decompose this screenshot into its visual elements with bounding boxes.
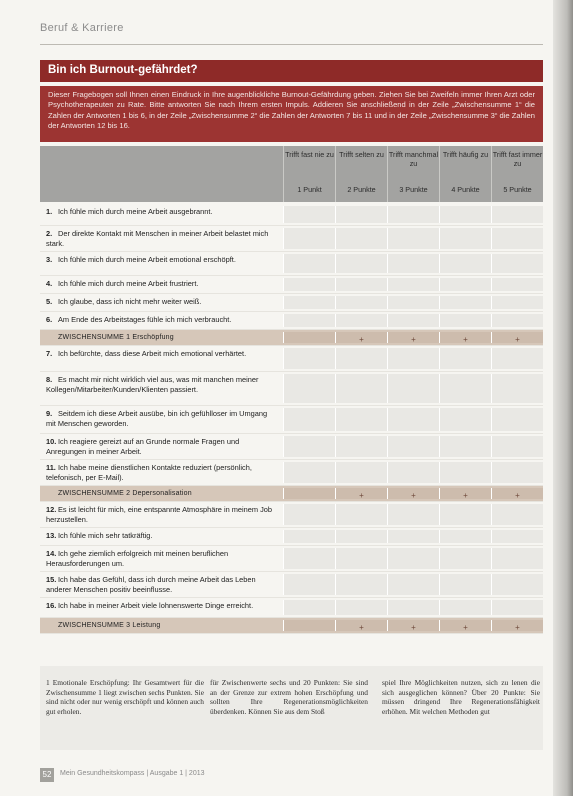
answer-cell[interactable] [439, 228, 491, 249]
column-points: 5 Punkte [503, 185, 532, 194]
answer-cell[interactable] [335, 548, 387, 569]
answer-cell[interactable] [335, 314, 387, 327]
question-row [40, 528, 543, 546]
answer-cell[interactable] [439, 408, 491, 431]
question-number: 12. [46, 505, 57, 514]
answer-cell[interactable] [439, 504, 491, 525]
plus-marker: + [515, 491, 520, 500]
question-row [40, 204, 543, 226]
question-text [46, 229, 276, 248]
section-divider [40, 44, 543, 45]
answer-cell[interactable] [439, 296, 491, 309]
question-number: 2. [46, 229, 53, 238]
question-row [40, 546, 543, 572]
answer-cell[interactable] [439, 314, 491, 327]
plus-marker: + [411, 623, 416, 632]
column-points: 3 Punkte [399, 185, 428, 194]
answer-cell[interactable] [283, 574, 335, 595]
answer-cell[interactable] [491, 228, 543, 249]
column-header [387, 146, 439, 202]
row-label: Ich gehe ziemlich erfolgreich mit meinen beruflichen Herausforderungen um. [46, 549, 229, 568]
column-frequency: Trifft häufig zu [442, 150, 489, 159]
question-row [40, 372, 543, 406]
answer-cell[interactable] [439, 600, 491, 615]
answer-cell[interactable] [335, 374, 387, 403]
question-number: 7. [46, 349, 53, 358]
question-number: 10. [46, 437, 57, 446]
question-row [40, 502, 543, 528]
answer-cell[interactable] [335, 530, 387, 543]
plus-marker: + [411, 491, 416, 500]
question-row [40, 252, 543, 276]
answer-cell[interactable] [387, 530, 439, 543]
question-text [46, 315, 276, 325]
answer-cell[interactable] [491, 278, 543, 291]
row-label: ZWISCHENSUMME 2 Depersonalisation [58, 490, 192, 497]
answer-cell[interactable] [283, 254, 335, 273]
row-label: Ich reagiere gereizt auf an Grunde normale Fragen und Anregungen in meiner Arbeit. [46, 437, 240, 456]
answer-cell[interactable] [439, 530, 491, 543]
row-label: Ich fühle mich sehr tatkräftig. [58, 531, 153, 540]
question-row [40, 346, 543, 372]
answer-cell[interactable] [387, 254, 439, 273]
answer-cell[interactable] [283, 228, 335, 249]
question-row [40, 276, 543, 294]
answer-cell[interactable] [335, 574, 387, 595]
answer-cell[interactable] [387, 278, 439, 291]
footer-text: Mein Gesundheitskompass | Ausgabe 1 | 2013 [60, 770, 205, 777]
subtotal-row [40, 486, 543, 502]
column-header [283, 146, 335, 202]
column-header [335, 146, 387, 202]
answer-cell[interactable] [335, 228, 387, 249]
answer-cell[interactable] [283, 530, 335, 543]
subtotal-cell [491, 620, 543, 631]
plus-marker: + [359, 335, 364, 344]
answer-cell[interactable] [491, 548, 543, 569]
answer-cell[interactable] [387, 206, 439, 223]
plus-marker: + [515, 623, 520, 632]
subtotal-row [40, 330, 543, 346]
question-number: 1. [46, 207, 53, 216]
answer-cell[interactable] [283, 548, 335, 569]
subtotal-cell [387, 332, 439, 343]
answer-cell[interactable] [491, 314, 543, 327]
subtotal-cell [491, 488, 543, 499]
result-column-3: spiel Ihre Möglichkeiten nutzen, sich zu lenen die sich ausgeglichen können? Über 20 Punkte: Sie müssen dringend Ihre Regenerationsfähigkeit erhöhen. Mit welchen Methoden gut [382, 678, 540, 717]
row-label: Der direkte Kontakt mit Menschen in meiner Arbeit belastet mich stark. [46, 229, 269, 248]
row-label: Ich habe das Gefühl, dass ich durch meine Arbeit das Leben anderer Menschen positiv beeinflusse. [46, 575, 256, 594]
answer-cell[interactable] [439, 278, 491, 291]
answer-cell[interactable] [283, 206, 335, 223]
question-row [40, 434, 543, 460]
answer-cell[interactable] [283, 436, 335, 457]
question-text [46, 255, 276, 265]
answer-cell[interactable] [439, 254, 491, 273]
row-label: Es macht mir nicht wirklich viel aus, was mit manchen meiner Kollegen/Mitarbeiter/Kunden/Klienten passiert. [46, 375, 259, 394]
answer-cell[interactable] [439, 374, 491, 403]
title-bar [40, 60, 543, 82]
answer-cell[interactable] [387, 408, 439, 431]
subtotal-label [58, 489, 288, 499]
subtotal-row [40, 618, 543, 634]
subtotal-cell [439, 332, 491, 343]
subtotal-label [58, 621, 288, 631]
question-number: 4. [46, 279, 53, 288]
result-column-1: 1 Emotionale Erschöpfung: Ihr Gesamtwert für die Zwischensumme 1 liegt zwischen sechs Punkten. Sie sind nicht oder nur wenig erschöpft und können auch gut erholen. [46, 678, 204, 717]
question-number: 15. [46, 575, 57, 584]
question-text [46, 601, 276, 611]
page-number: 52 [40, 768, 54, 782]
answer-cell[interactable] [387, 374, 439, 403]
answer-cell[interactable] [387, 228, 439, 249]
column-points: 2 Punkte [347, 185, 376, 194]
answer-cell[interactable] [283, 408, 335, 431]
row-label: Ich fühle mich durch meine Arbeit ausgebrannt. [58, 207, 213, 216]
answer-cell[interactable] [335, 436, 387, 457]
answer-cell[interactable] [387, 600, 439, 615]
section-label: Beruf & Karriere [40, 22, 124, 34]
answer-cell[interactable] [335, 408, 387, 431]
subtotal-cell [283, 488, 335, 499]
question-number: 9. [46, 409, 53, 418]
question-text [46, 531, 276, 541]
question-text [46, 409, 276, 428]
answer-cell[interactable] [387, 296, 439, 309]
column-frequency: Trifft manchmal zu [388, 150, 439, 168]
question-row [40, 312, 543, 330]
question-number: 6. [46, 315, 53, 324]
answer-cell[interactable] [335, 504, 387, 525]
answer-cell[interactable] [283, 504, 335, 525]
question-number: 11. [46, 463, 56, 472]
subtotal-label [58, 333, 288, 343]
answer-cell[interactable] [335, 278, 387, 291]
plus-marker: + [411, 335, 416, 344]
answer-cell[interactable] [335, 348, 387, 369]
question-text [46, 575, 276, 594]
plus-marker: + [359, 623, 364, 632]
answer-cell[interactable] [491, 374, 543, 403]
answer-cell[interactable] [283, 278, 335, 291]
answer-cell[interactable] [491, 254, 543, 273]
subtotal-cell [335, 620, 387, 631]
question-number: 16. [46, 601, 57, 610]
plus-marker: + [463, 335, 468, 344]
answer-cell[interactable] [491, 436, 543, 457]
column-header [439, 146, 491, 202]
question-number: 8. [46, 375, 53, 384]
question-row [40, 226, 543, 252]
question-text [46, 297, 276, 307]
question-text [46, 375, 276, 394]
subtotal-cell [439, 488, 491, 499]
row-label: Ich habe in meiner Arbeit viele lohnenswerte Dinge erreicht. [58, 601, 254, 610]
answer-cell[interactable] [387, 436, 439, 457]
column-points: 4 Punkte [451, 185, 480, 194]
answer-cell[interactable] [491, 408, 543, 431]
answer-cell[interactable] [283, 600, 335, 615]
plus-marker: + [463, 491, 468, 500]
column-header [491, 146, 543, 202]
row-label: ZWISCHENSUMME 3 Leistung [58, 622, 161, 629]
subtotal-cell [439, 620, 491, 631]
answer-cell[interactable] [283, 296, 335, 309]
answer-cell[interactable] [283, 314, 335, 327]
subtotal-cell [283, 332, 335, 343]
column-frequency: Trifft selten zu [339, 150, 384, 159]
row-label: Ich befürchte, dass diese Arbeit mich emotional verhärtet. [58, 349, 247, 358]
answer-cell[interactable] [387, 574, 439, 595]
answer-cell[interactable] [491, 504, 543, 525]
answer-cell[interactable] [491, 462, 543, 483]
questionnaire-table [40, 146, 543, 662]
answer-cell[interactable] [387, 348, 439, 369]
question-text [46, 279, 276, 289]
answer-cell[interactable] [439, 462, 491, 483]
answer-cell[interactable] [491, 600, 543, 615]
subtotal-cell [387, 488, 439, 499]
question-row [40, 460, 543, 486]
plus-marker: + [359, 491, 364, 500]
answer-cell[interactable] [335, 206, 387, 223]
answer-cell[interactable] [335, 254, 387, 273]
column-frequency: Trifft fast immer zu [492, 150, 543, 168]
question-number: 14. [46, 549, 57, 558]
question-text [46, 505, 276, 524]
answer-cell[interactable] [335, 462, 387, 483]
plus-marker: + [515, 335, 520, 344]
answer-cell[interactable] [283, 374, 335, 403]
answer-cell[interactable] [387, 548, 439, 569]
answer-cell[interactable] [387, 504, 439, 525]
question-row [40, 598, 543, 618]
result-column-2: für Zwischenwerte sechs und 20 Punkten: Sie sind an der Grenze zur extrem hohen Erschöpfung und sollten Ihre Regenerationsmöglichkeiten überdenken. Können Sie aus dem Stoß [210, 678, 368, 717]
answer-cell[interactable] [335, 600, 387, 615]
subtotal-cell [335, 332, 387, 343]
row-label: ZWISCHENSUMME 1 Erschöpfung [58, 334, 174, 341]
column-points: 1 Punkt [297, 185, 322, 194]
answer-cell[interactable] [491, 348, 543, 369]
row-label: Am Ende des Arbeitstages fühle ich mich verbraucht. [58, 315, 232, 324]
page-title: Bin ich Burnout-gefährdet? [48, 64, 198, 76]
row-label: Ich glaube, dass ich nicht mehr weiter weiß. [58, 297, 202, 306]
subtotal-cell [491, 332, 543, 343]
answer-cell[interactable] [439, 548, 491, 569]
answer-cell[interactable] [387, 462, 439, 483]
book-spine [553, 0, 573, 796]
intro-text: Dieser Fragebogen soll Ihnen einen Eindruck in Ihre augenblickliche Burnout-Gefährdung geben. Ziehen Sie bei Zweifeln immer Ihren Arzt oder Psychotherapeuten zu Rate. Bitte antworten Sie nach Ihrem ersten Impuls. Addieren Sie anschließend in der Zeile „Zwischensumme 1“ die Zahlen der Antworten 1 bis 6, in der Zeile „Zwischensumme 2“ die Zahlen der Antworten 7 bis 11 und in der Zeile „Zwischensumme 3“ die Zahlen der Antworten 12 bis 16. [40, 86, 543, 142]
question-number: 13. [46, 531, 57, 540]
answer-cell[interactable] [491, 574, 543, 595]
answer-cell[interactable] [439, 574, 491, 595]
answer-cell[interactable] [439, 206, 491, 223]
answer-cell[interactable] [335, 296, 387, 309]
row-label: Ich fühle mich durch meine Arbeit frustriert. [58, 279, 199, 288]
question-number: 3. [46, 255, 53, 264]
question-text [46, 463, 276, 482]
answer-cell[interactable] [387, 314, 439, 327]
plus-marker: + [463, 623, 468, 632]
answer-cell[interactable] [439, 436, 491, 457]
answer-cell[interactable] [491, 296, 543, 309]
question-text [46, 349, 276, 359]
subtotal-cell [283, 620, 335, 631]
question-text [46, 207, 276, 217]
row-label: Ich fühle mich durch meine Arbeit emotional erschöpft. [58, 255, 236, 264]
question-row [40, 406, 543, 434]
answer-cell[interactable] [491, 206, 543, 223]
row-label: Es ist leicht für mich, eine entspannte Atmosphäre in meinem Job herzustellen. [46, 505, 273, 524]
question-number: 5. [46, 297, 53, 306]
answer-cell[interactable] [283, 348, 335, 369]
answer-cell[interactable] [283, 462, 335, 483]
subtotal-cell [335, 488, 387, 499]
row-label: Seitdem ich diese Arbeit ausübe, bin ich gefühlloser im Umgang mit Menschen geworden. [46, 409, 268, 428]
table-header [40, 146, 543, 202]
question-row [40, 294, 543, 312]
column-frequency: Trifft fast nie zu [285, 150, 334, 159]
subtotal-cell [387, 620, 439, 631]
answer-cell[interactable] [439, 348, 491, 369]
question-row [40, 572, 543, 598]
answer-cell[interactable] [491, 530, 543, 543]
question-text [46, 437, 276, 456]
question-text [46, 549, 276, 568]
row-label: Ich habe meine dienstlichen Kontakte reduziert (persönlich, telefonisch, per E-Mail). [46, 463, 252, 482]
